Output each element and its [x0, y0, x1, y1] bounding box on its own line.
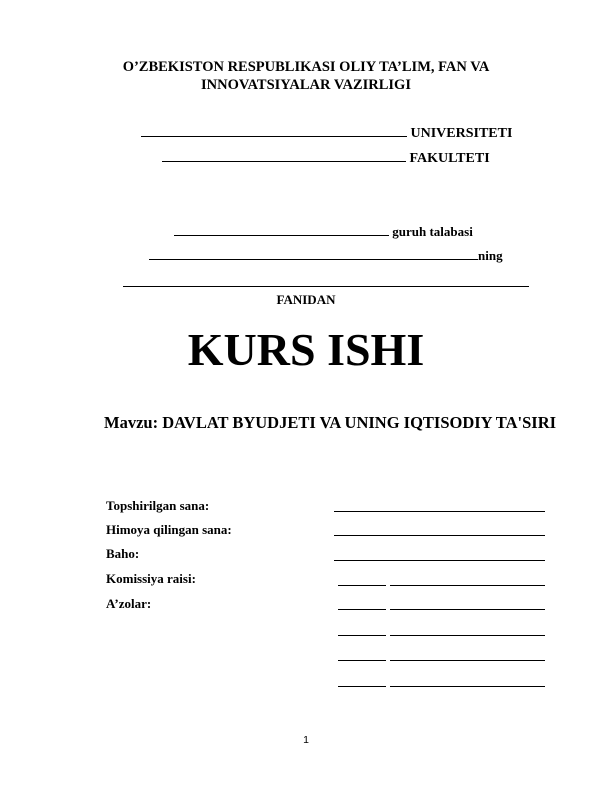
- member-2-signature-field[interactable]: [338, 635, 386, 636]
- faculty-blank: [162, 149, 406, 162]
- defense-date-label: Himoya qilingan sana:: [106, 522, 232, 537]
- grade-field[interactable]: [334, 560, 545, 561]
- members-label: A’zolar:: [106, 596, 152, 611]
- group-label: guruh talabasi: [392, 224, 473, 239]
- commission-chair-label: Komissiya raisi:: [106, 571, 196, 586]
- member-1-name-field[interactable]: [390, 609, 545, 610]
- ning-label: ning: [478, 248, 503, 263]
- ministry-line-2: INNOVATSIYALAR VAZIRLIGI: [201, 77, 411, 93]
- submitted-date-field[interactable]: [334, 511, 545, 512]
- topic: Mavzu: DAVLAT BYUDJETI VA UNING IQTISODIY TA'SIRI: [104, 413, 557, 432]
- member-3-signature-field[interactable]: [338, 660, 386, 661]
- page-title: KURS ISHI: [187, 324, 425, 375]
- student-row: [149, 247, 503, 264]
- group-blank: [174, 223, 389, 236]
- university-label: UNIVERSITETI: [410, 126, 513, 141]
- defense-date-field[interactable]: [334, 535, 545, 536]
- member-3-name-field[interactable]: [390, 660, 545, 661]
- member-1-signature-field[interactable]: [338, 609, 386, 610]
- page-number: 1: [303, 734, 309, 746]
- faculty-row: [162, 149, 490, 167]
- commission-chair-signature-field[interactable]: [338, 585, 386, 586]
- university-blank: [141, 124, 407, 137]
- subject-blank: [123, 286, 529, 287]
- member-4-name-field[interactable]: [390, 686, 545, 687]
- ministry-line-1: O’ZBEKISTON RESPUBLIKASI OLIY TA’LIM, FAN VA: [122, 59, 490, 75]
- ministry-header: [0, 58, 612, 94]
- member-2-name-field[interactable]: [390, 635, 545, 636]
- subject-label: FANIDAN: [276, 292, 336, 307]
- grade-label: Baho:: [106, 546, 140, 561]
- university-row: [141, 124, 512, 142]
- commission-chair-name-field[interactable]: [390, 585, 545, 586]
- submitted-date-label: Topshirilgan sana:: [106, 498, 210, 513]
- group-row: [174, 223, 473, 240]
- faculty-label: FAKULTETI: [409, 151, 490, 166]
- member-4-signature-field[interactable]: [338, 686, 386, 687]
- student-blank: [149, 247, 478, 260]
